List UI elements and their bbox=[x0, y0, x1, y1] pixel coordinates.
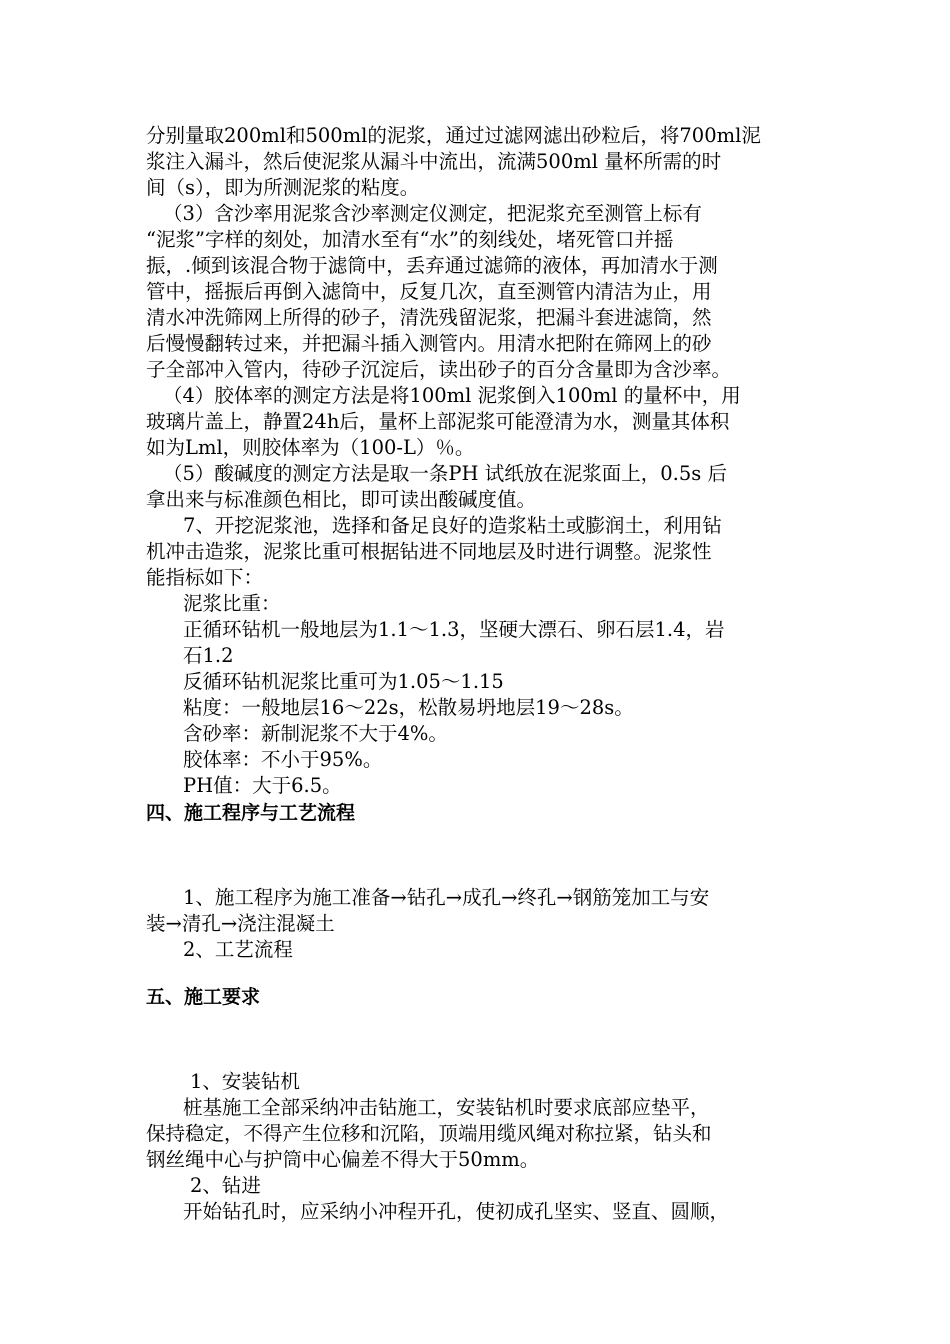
body-line: 含砂率：新制泥浆不大于4%。 bbox=[183, 722, 448, 745]
body-line: 振，.倾到该混合物于滤筒中，丢弃通过滤筛的液体，再加清水于测 bbox=[146, 254, 718, 277]
body-line: 浆注入漏斗，然后使泥浆从漏斗中流出，流满500ml 量杯所需的时 bbox=[146, 150, 722, 173]
body-line: 桩基施工全部采纳冲击钻施工，安装钻机时要求底部应垫平， bbox=[183, 1096, 710, 1119]
body-line: 胶体率：不小于95%。 bbox=[183, 748, 383, 771]
body-line: 开始钻孔时，应采纳小冲程开孔，使初成孔坚实、竖直、圆顺， bbox=[183, 1200, 730, 1223]
body-line: 2、工艺流程 bbox=[183, 938, 293, 961]
body-line: 后慢慢翻转过来，并把漏斗插入测管内。用清水把附在筛网上的砂 bbox=[146, 332, 712, 355]
body-line: 能指标如下： bbox=[146, 566, 264, 589]
body-line: 保持稳定，不得产生位移和沉陷，顶端用缆风绳对称拉紧，钻头和 bbox=[146, 1122, 712, 1145]
body-line: PH值：大于6.5。 bbox=[183, 774, 342, 797]
body-line: 1、施工程序为施工准备→钻孔→成孔→终孔→钢筋笼加工与安 bbox=[183, 886, 710, 909]
body-line: 1、安装钻机 bbox=[190, 1070, 300, 1093]
body-line: （4）胶体率的测定方法是将100ml 泥浆倒入100ml 的量杯中，用 bbox=[163, 384, 741, 407]
body-line: 机冲击造浆，泥浆比重可根据钻进不同地层及时进行调整。泥浆性 bbox=[146, 540, 712, 563]
body-line: “泥浆”字样的刻处，加清水至有“水”的刻线处，堵死管口并摇 bbox=[146, 228, 674, 251]
body-line: 正循环钻机一般地层为1.1～1.3，坚硬大漂石、卵石层1.4，岩 bbox=[183, 618, 725, 641]
body-line: （3）含沙率用泥浆含沙率测定仪测定，把泥浆充至测管上标有 bbox=[163, 202, 702, 225]
section-heading: 四、施工程序与工艺流程 bbox=[146, 802, 356, 824]
body-line: 泥浆比重： bbox=[183, 592, 281, 615]
body-line: 管中，摇振后再倒入滤筒中，反复几次，直至测管内清洁为止，用 bbox=[146, 280, 712, 303]
body-line: 玻璃片盖上，静置24h后，量杯上部泥浆可能澄清为水，测量其体积 bbox=[146, 410, 730, 433]
section-heading: 五、施工要求 bbox=[146, 986, 261, 1008]
body-line: 装→清孔→浇注混凝土 bbox=[146, 912, 335, 935]
body-line: 如为Lml，则胶体率为（100-L）％。 bbox=[146, 436, 475, 459]
body-line: 清水冲洗筛网上所得的砂子，清洗残留泥浆，把漏斗套进滤筒，然 bbox=[146, 306, 712, 329]
body-line: 7、开挖泥浆池，选择和备足良好的造浆粘土或膨润土，利用钻 bbox=[183, 514, 722, 537]
body-line: 拿出来与标准颜色相比，即可读出酸碱度值。 bbox=[146, 488, 537, 511]
body-line: 间（s），即为所测泥浆的粘度。 bbox=[146, 176, 420, 199]
body-line: （5）酸碱度的测定方法是取一条PH 试纸放在泥浆面上，0.5s 后 bbox=[163, 462, 727, 485]
body-line: 分别量取200ml和500ml的泥浆，通过过滤网滤出砂粒后，将700ml泥 bbox=[146, 124, 761, 147]
body-line: 石1.2 bbox=[183, 644, 234, 667]
body-line: 子全部冲入管内，待砂子沉淀后，读出砂子的百分含量即为含沙率。 bbox=[146, 358, 732, 381]
body-line: 2、钻进 bbox=[190, 1174, 261, 1197]
body-line: 粘度：一般地层16～22s，松散易坍地层19～28s。 bbox=[183, 696, 634, 719]
body-line: 反循环钻机泥浆比重可为1.05～1.15 bbox=[183, 670, 504, 693]
body-line: 钢丝绳中心与护筒中心偏差不得大于50mm。 bbox=[146, 1148, 540, 1171]
